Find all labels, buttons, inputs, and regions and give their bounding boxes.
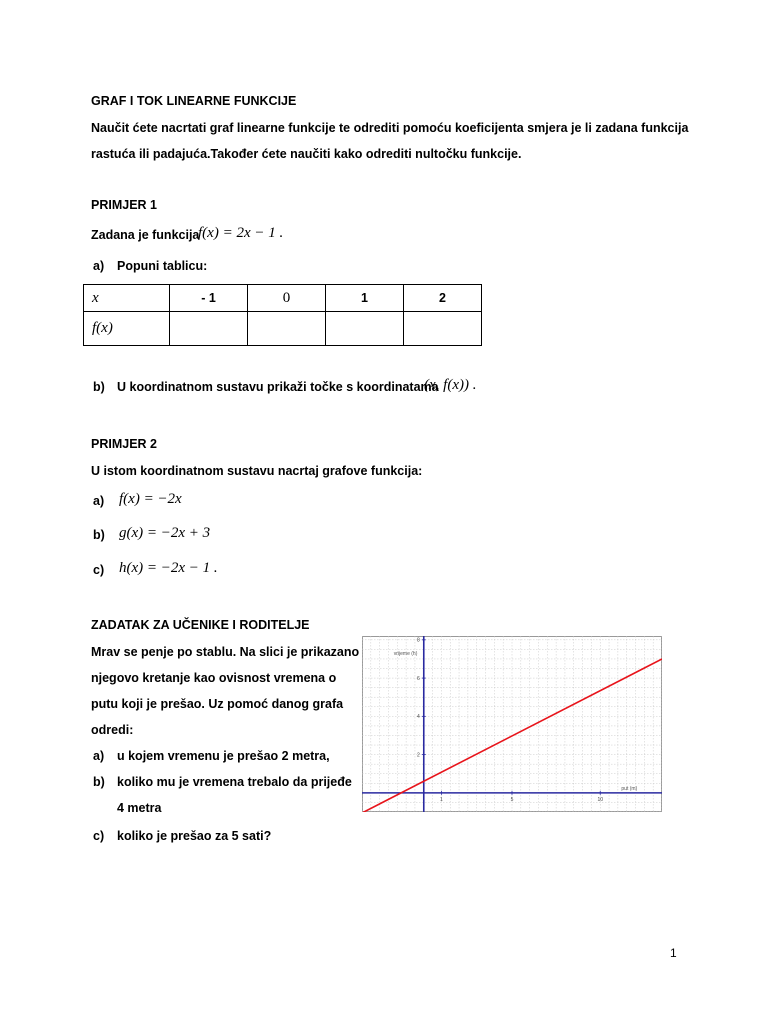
- y-tick-label: 2: [416, 752, 420, 759]
- table-cell: 0: [248, 285, 326, 312]
- table-cell[interactable]: [404, 312, 482, 346]
- primjer1-b-text: U koordinatnom sustavu prikaži točke s koordinatama: [117, 380, 439, 394]
- table-cell: f(x): [84, 312, 170, 346]
- x-axis-label: put (m): [621, 785, 638, 792]
- y-tick-label: 8: [416, 637, 420, 644]
- y-tick-label: 4: [416, 714, 420, 721]
- x-tick-label: 10: [597, 796, 604, 803]
- zadatak-line: odredi:: [91, 723, 134, 737]
- primjer2-c-formula: h(x) = −2x − 1 .: [119, 560, 218, 576]
- primjer1-heading: PRIMJER 1: [91, 198, 157, 212]
- zadatak-b-marker: b): [93, 775, 105, 789]
- y-axis-label: vrijeme (h): [393, 651, 418, 658]
- zadatak-b-text-2: 4 metra: [117, 801, 162, 815]
- primjer1-a-marker: a): [93, 259, 105, 273]
- zadatak-c-text: koliko je prešao za 5 sati?: [117, 829, 272, 843]
- primjer2-a-marker: a): [93, 494, 105, 508]
- primjer2-heading: PRIMJER 2: [91, 437, 157, 451]
- primjer1-formula: f(x) = 2x − 1 .: [198, 225, 284, 241]
- primjer2-b-formula: g(x) = −2x + 3: [119, 525, 211, 541]
- primjer1-b-formula: (x, f(x)) .: [424, 377, 477, 393]
- page-title: GRAF I TOK LINEARNE FUNKCIJE: [91, 94, 297, 108]
- primjer2-b-marker: b): [93, 528, 105, 542]
- x-tick-label: 5: [510, 796, 514, 803]
- primjer2-text: U istom koordinatnom sustavu nacrtaj grafove funkcija:: [91, 464, 423, 478]
- line-chart: [362, 636, 662, 812]
- primjer2-a-formula: f(x) = −2x: [119, 491, 182, 507]
- primjer2-c-marker: c): [93, 563, 105, 577]
- table-row: [84, 285, 482, 312]
- y-tick-label: 6: [416, 675, 420, 682]
- zadatak-a-marker: a): [93, 749, 105, 763]
- page-number: 1: [670, 946, 677, 960]
- zadatak-heading: ZADATAK ZA UČENIKE I RODITELJE: [91, 618, 310, 632]
- primjer1-text: Zadana je funkcija: [91, 228, 200, 242]
- zadatak-c-marker: c): [93, 829, 105, 843]
- zadatak-a-text: u kojem vremenu je prešao 2 metra,: [117, 749, 330, 763]
- table-cell[interactable]: [248, 312, 326, 346]
- zadatak-line: Mrav se penje po stablu. Na slici je prikazano: [91, 645, 360, 659]
- table-cell: 1: [326, 285, 404, 312]
- table-cell[interactable]: [326, 312, 404, 346]
- table-cell: x: [84, 285, 170, 312]
- primjer1-a-text: Popuni tablicu:: [117, 259, 208, 273]
- primjer1-b-marker: b): [93, 380, 105, 394]
- table-cell[interactable]: [170, 312, 248, 346]
- zadatak-b-text: koliko mu je vremena trebalo da prijeđe: [117, 775, 352, 789]
- zadatak-line: njegovo kretanje kao ovisnost vremena o: [91, 671, 337, 685]
- intro-line-1: Naučit ćete nacrtati graf linearne funkcije te odrediti pomoću koeficijenta smjera je li zadana funkcija: [91, 121, 689, 135]
- zadatak-line: putu koji je prešao. Uz pomoć danog grafa: [91, 697, 344, 711]
- value-table: [83, 284, 482, 346]
- table-row: [84, 312, 482, 346]
- intro-line-2: rastuća ili padajuća.Također ćete naučiti kako odrediti nultočku funkcije.: [91, 147, 522, 161]
- table-cell: 2: [404, 285, 482, 312]
- table-cell: - 1: [170, 285, 248, 312]
- x-tick-label: 1: [440, 796, 443, 803]
